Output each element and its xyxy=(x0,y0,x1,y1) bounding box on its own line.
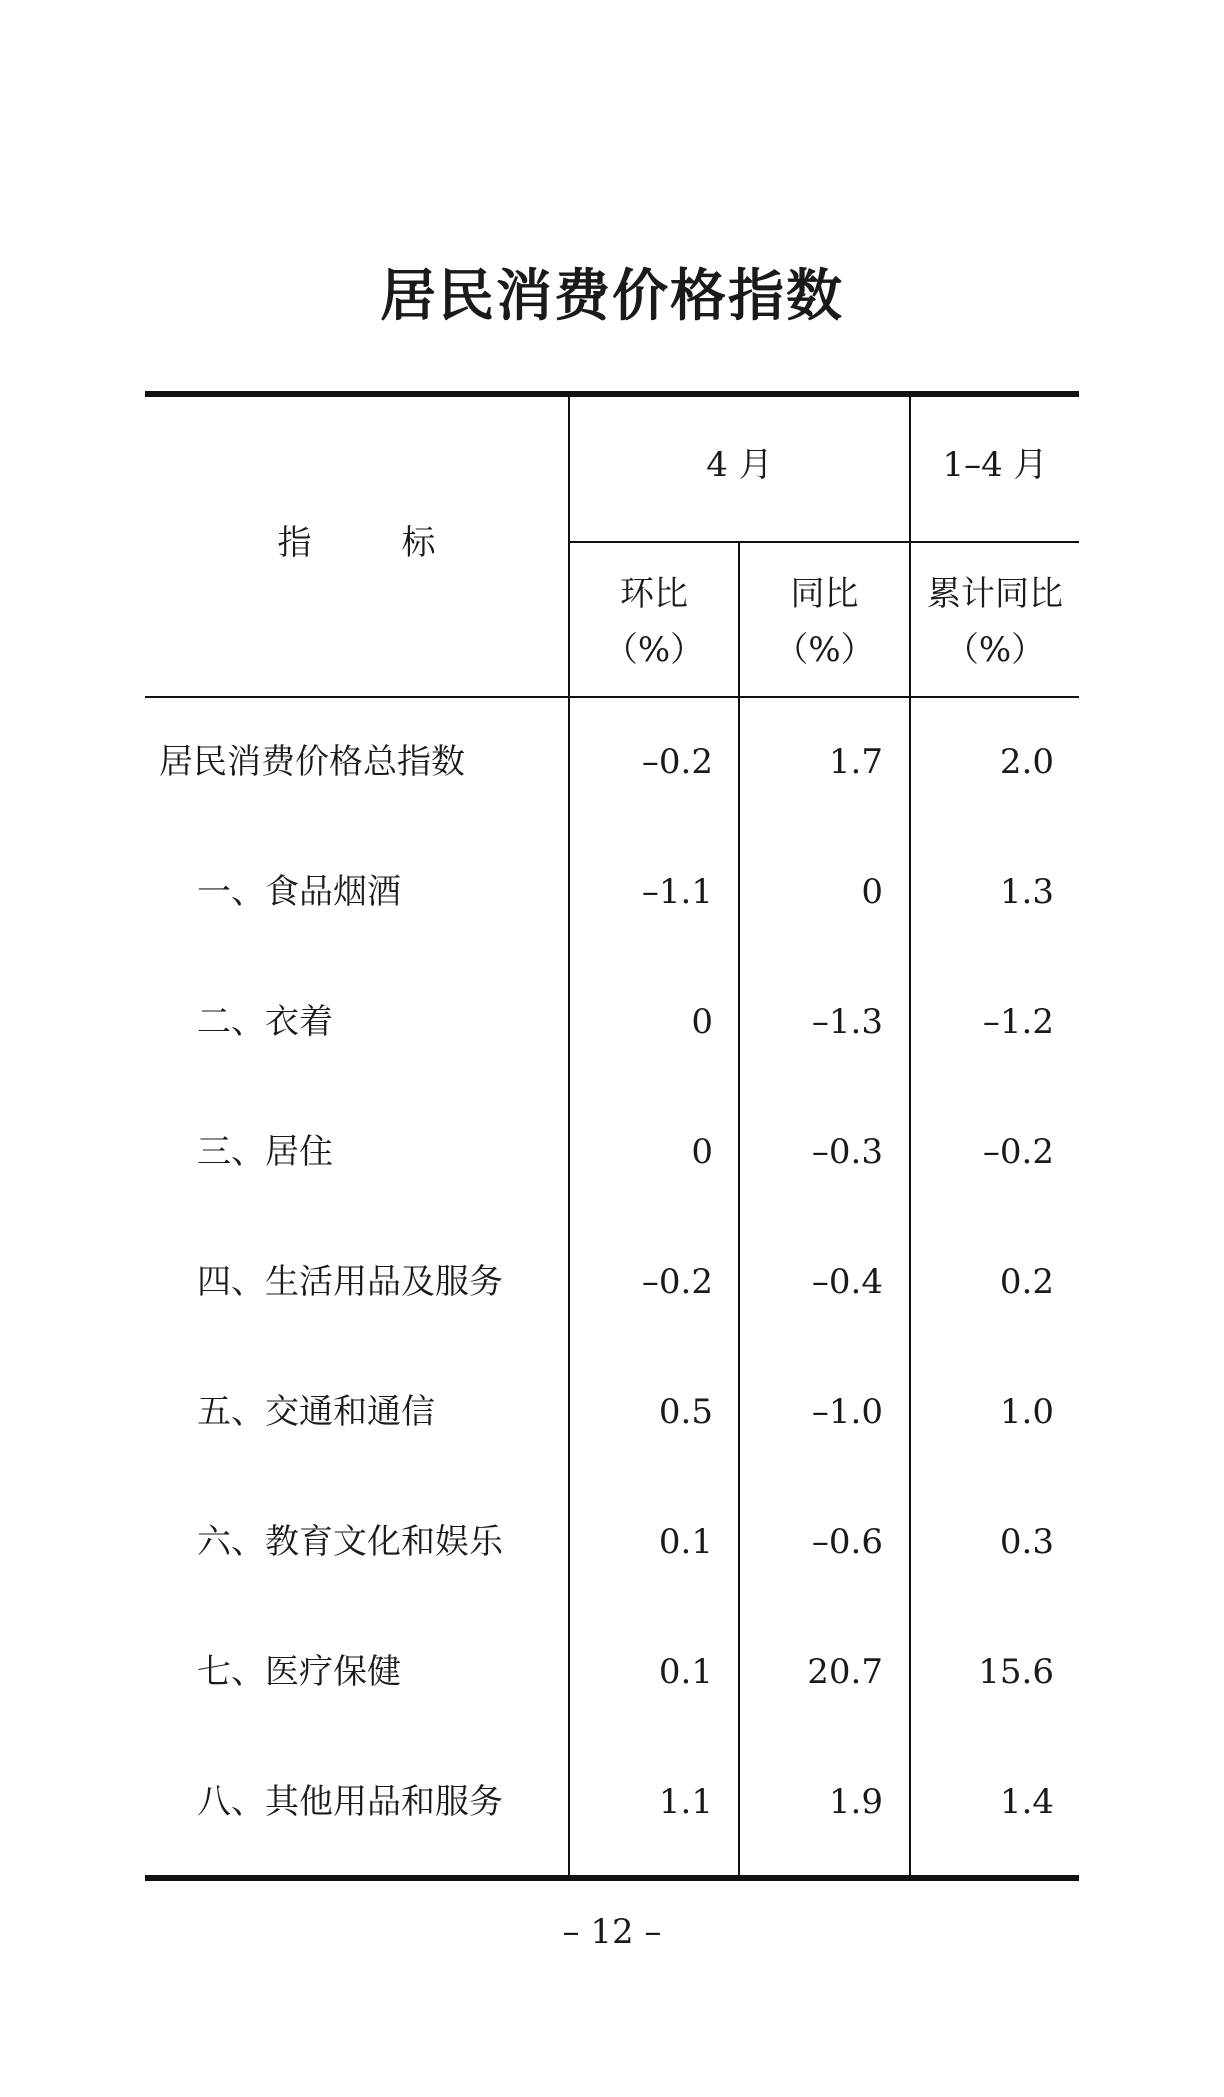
cumulative-value: 15.6 xyxy=(978,1652,1054,1692)
header-cumulative-group: 1–4 月 xyxy=(942,445,1048,485)
yoy-value: 1.7 xyxy=(828,742,883,782)
mom-value: 0.1 xyxy=(658,1522,713,1562)
header-yoy: 同比 （%） xyxy=(774,574,875,670)
table-row xyxy=(145,958,1079,1088)
cumulative-value: 0.3 xyxy=(999,1522,1054,1562)
yoy-value: 1.9 xyxy=(828,1782,883,1822)
table-bottom-rule xyxy=(145,1875,1079,1881)
cumulative-value: –0.2 xyxy=(982,1132,1054,1172)
mom-value: 0.5 xyxy=(658,1392,713,1432)
table-top-rule xyxy=(145,391,1079,397)
row-label: 八、其他用品和服务 xyxy=(197,1782,503,1822)
yoy-value: –1.3 xyxy=(811,1002,883,1042)
yoy-value: 0 xyxy=(861,872,883,912)
cumulative-value: 2.0 xyxy=(999,742,1054,782)
mom-value: –1.1 xyxy=(641,872,713,912)
header-month-group: 4 月 xyxy=(706,445,773,485)
header-cumulative-yoy: 累计同比 （%） xyxy=(927,574,1063,670)
table-row xyxy=(145,828,1079,958)
cumulative-value: 1.4 xyxy=(999,1782,1054,1822)
yoy-value: 20.7 xyxy=(807,1652,883,1692)
table-row xyxy=(145,1478,1079,1608)
header-index: 指 标 xyxy=(277,523,436,563)
header-mom: 环比 （%） xyxy=(603,574,705,670)
mom-value: 1.1 xyxy=(658,1782,713,1822)
row-label: 七、医疗保健 xyxy=(197,1652,401,1692)
mom-value: –0.2 xyxy=(641,1262,713,1302)
page-number: – 12 – xyxy=(562,1912,662,1952)
yoy-value: –0.3 xyxy=(811,1132,883,1172)
cumulative-value: –1.2 xyxy=(982,1002,1054,1042)
table-row xyxy=(145,1348,1079,1478)
table-row xyxy=(145,1738,1079,1868)
cpi-table xyxy=(145,391,1079,1881)
header-sub-rule xyxy=(569,541,1079,543)
cumulative-value: 1.0 xyxy=(999,1392,1054,1432)
mom-value: 0 xyxy=(691,1132,713,1172)
row-label: 四、生活用品及服务 xyxy=(197,1262,503,1302)
yoy-value: –1.0 xyxy=(811,1392,883,1432)
table-row xyxy=(145,698,1079,828)
row-label: 一、食品烟酒 xyxy=(197,872,401,912)
cumulative-value: 1.3 xyxy=(999,872,1054,912)
mom-value: –0.2 xyxy=(641,742,713,782)
mom-value: 0.1 xyxy=(658,1652,713,1692)
table-row xyxy=(145,1088,1079,1218)
table-row xyxy=(145,1218,1079,1348)
row-label: 三、居住 xyxy=(197,1132,333,1172)
row-label: 居民消费价格总指数 xyxy=(159,742,465,782)
yoy-value: –0.6 xyxy=(811,1522,883,1562)
row-label: 二、衣着 xyxy=(197,1002,333,1042)
row-label: 六、教育文化和娱乐 xyxy=(197,1522,503,1562)
page-title: 居民消费价格指数 xyxy=(380,264,844,329)
cumulative-value: 0.2 xyxy=(999,1262,1054,1302)
row-label: 五、交通和通信 xyxy=(197,1392,435,1432)
table-row xyxy=(145,1608,1079,1738)
mom-value: 0 xyxy=(691,1002,713,1042)
yoy-value: –0.4 xyxy=(811,1262,883,1302)
